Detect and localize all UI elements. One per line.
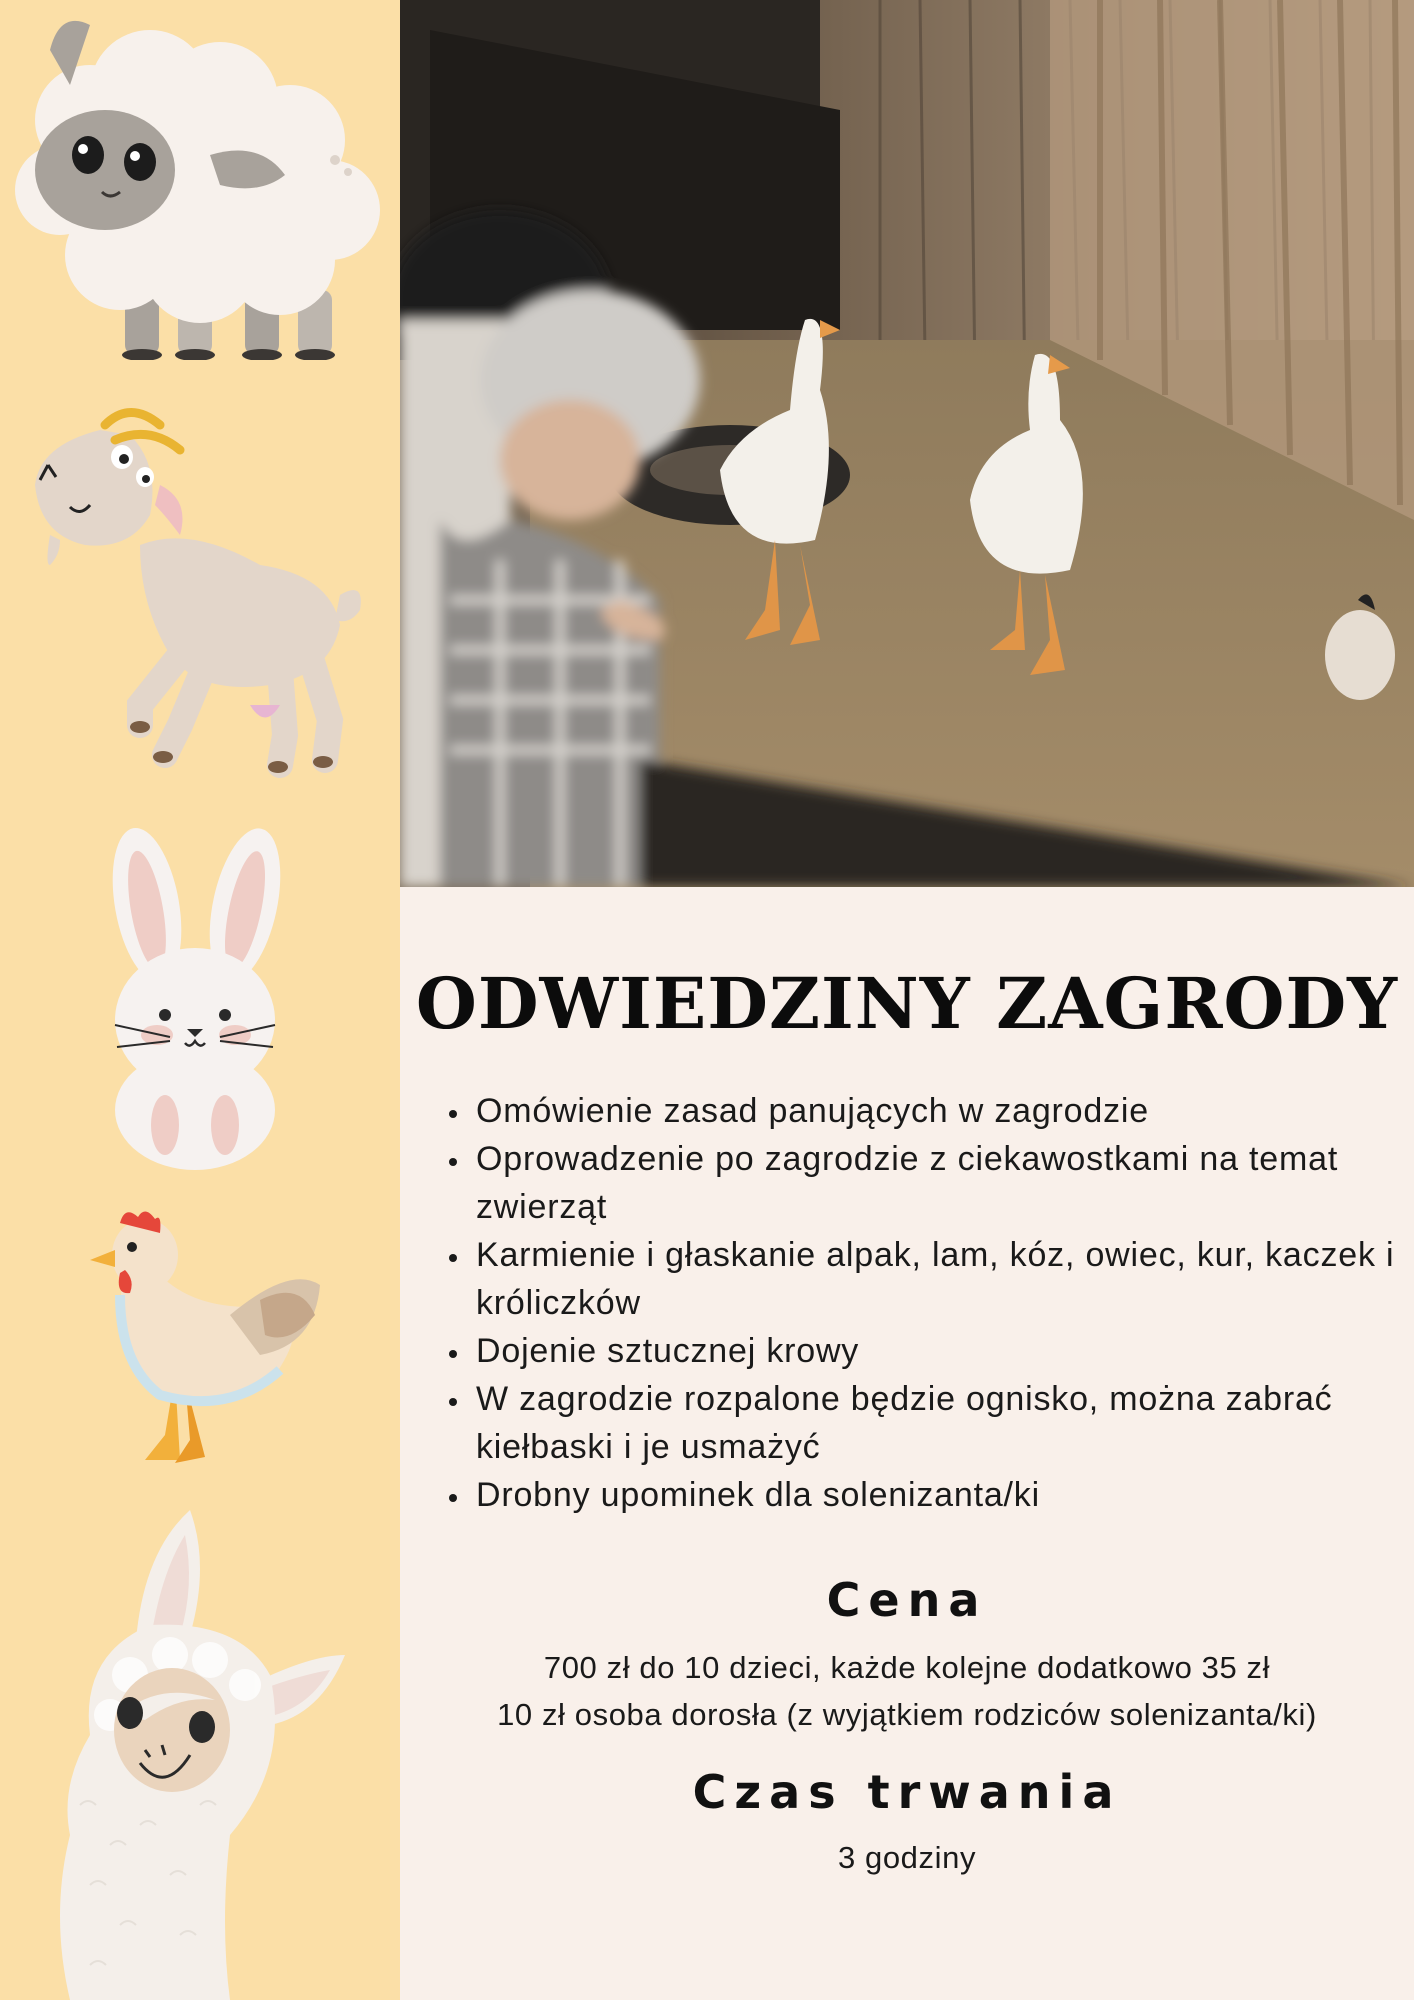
list-item: • Oprowadzenie po zagrodzie z ciekawostkami na temat zwierząt (472, 1135, 1414, 1231)
animal-sidebar (0, 0, 400, 2000)
geese-with-children-photo (400, 0, 1414, 887)
rabbit-icon (95, 825, 315, 1170)
feature-list (440, 1087, 1414, 1519)
price-line-children: 700 zł do 10 dzieci, każde kolejne dodatkowo 35 zł (543, 1650, 1271, 1685)
list-item: • Omówienie zasad panujących w zagrodzie (472, 1087, 1414, 1135)
list-item: • Drobny upominek dla solenizanta/ki (472, 1471, 1414, 1519)
sheep-icon (10, 10, 390, 360)
list-item: • Dojenie sztucznej krowy (472, 1327, 1414, 1375)
price-line-adults: 10 zł osoba dorosła (z wyjątkiem rodziców solenizanta/ki) (497, 1697, 1317, 1732)
page-title: ODWIEDZINY ZAGRODY (415, 962, 1399, 1045)
list-item: • Karmienie i głaskanie alpak, lam, kóz, owiec, kur, kaczek i króliczków (472, 1231, 1414, 1327)
price-heading: Cena (826, 1573, 988, 1627)
hen-icon (80, 1205, 330, 1470)
list-item: • W zagrodzie rozpalone będzie ognisko, można zabrać kiełbaski i je usmażyć (472, 1375, 1414, 1471)
content-panel (400, 887, 1414, 2000)
duration-heading: Czas trwania (692, 1765, 1122, 1819)
goat-icon (30, 405, 370, 785)
alpaca-icon (50, 1505, 360, 2000)
duration-value: 3 godziny (837, 1840, 977, 1875)
